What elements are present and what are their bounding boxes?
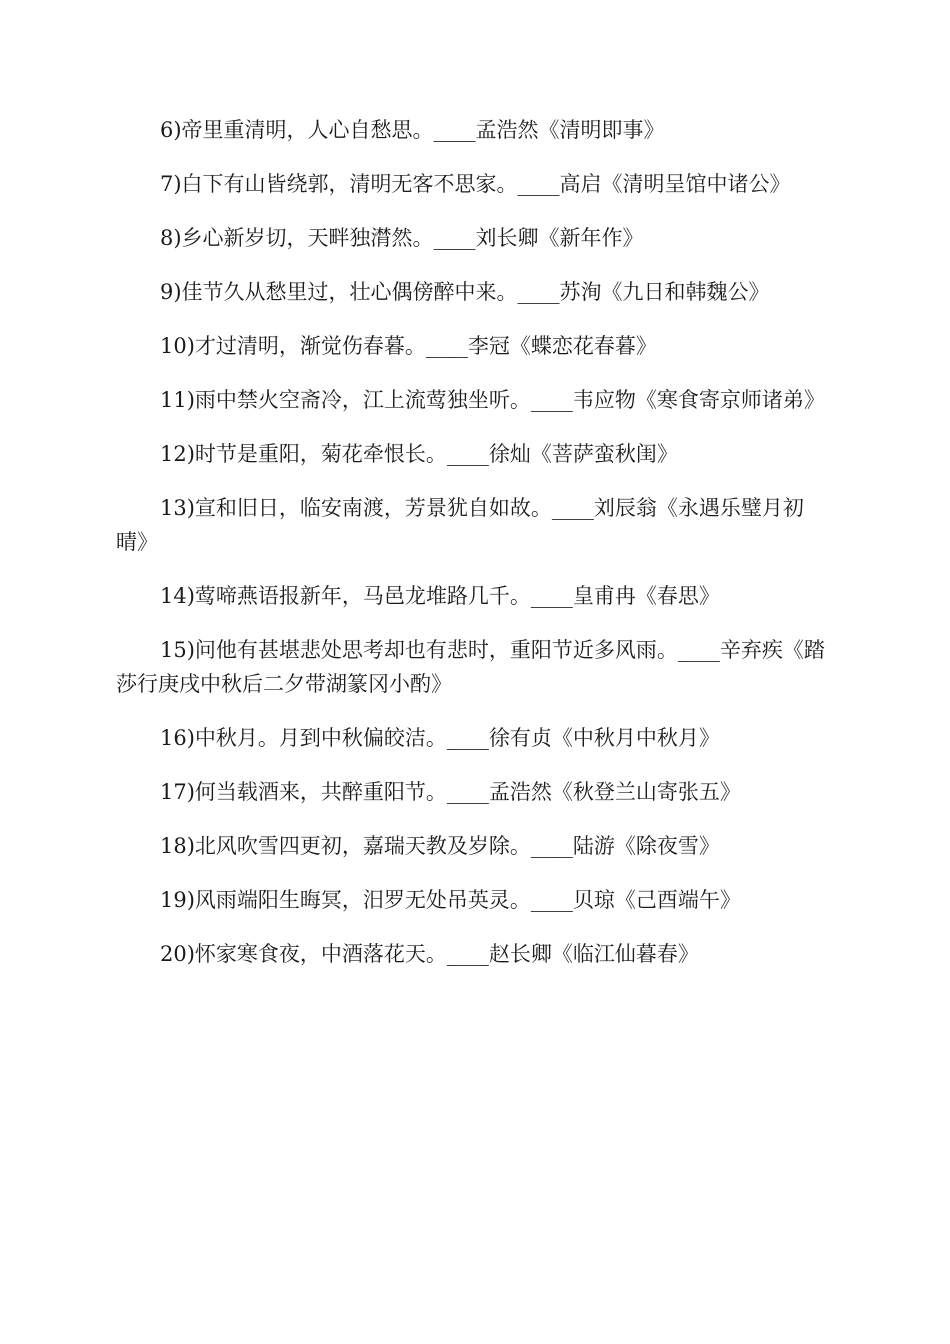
- poem-entry-15: 15)问他有甚堪悲处思考却也有悲时，重阳节近多风雨。____辛弃疾《踏莎行庚戌中秋后二夕带湖篆冈小酌》: [116, 638, 825, 696]
- poem-entry-11: 11)雨中禁火空斋冷，江上流莺独坐听。____韦应物《寒食寄京师诸弟》: [160, 388, 825, 412]
- poem-entry-7: 7)白下有山皆绕郭，清明无客不思家。____高启《清明呈馆中诸公》: [160, 172, 791, 196]
- poem-entry-12: 12)时节是重阳，菊花牵恨长。____徐灿《菩萨蛮秋闺》: [160, 442, 678, 466]
- poem-entry-20: 20)怀家寒食夜，中酒落花天。____赵长卿《临江仙暮春》: [160, 942, 699, 966]
- poem-entry-6: 6)帝里重清明，人心自愁思。____孟浩然《清明即事》: [160, 118, 665, 142]
- poem-entry-18: 18)北风吹雪四更初，嘉瑞天教及岁除。____陆游《除夜雪》: [160, 834, 720, 858]
- poem-entry-13: 13)宣和旧日，临安南渡，芳景犹自如故。____刘辰翁《永遇乐璧月初晴》: [116, 496, 804, 554]
- poem-entry-9: 9)佳节久从愁里过，壮心偶傍醉中来。____苏洵《九日和韩魏公》: [160, 280, 770, 304]
- poem-entry-8: 8)乡心新岁切，天畔独潸然。____刘长卿《新年作》: [160, 226, 644, 250]
- poem-list: [116, 113, 828, 991]
- poem-entry-16: 16)中秋月。月到中秋偏皎洁。____徐有贞《中秋月中秋月》: [160, 726, 720, 750]
- poem-entry-14: 14)莺啼燕语报新年，马邑龙堆路几千。____皇甫冉《春思》: [160, 584, 720, 608]
- poem-entry-17: 17)何当载酒来，共醉重阳节。____孟浩然《秋登兰山寄张五》: [160, 780, 741, 804]
- poem-entry-19: 19)风雨端阳生晦冥，汨罗无处吊英灵。____贝琼《己酉端午》: [160, 888, 741, 912]
- poem-entry-10: 10)才过清明，渐觉伤春暮。____李冠《蝶恋花春暮》: [160, 334, 657, 358]
